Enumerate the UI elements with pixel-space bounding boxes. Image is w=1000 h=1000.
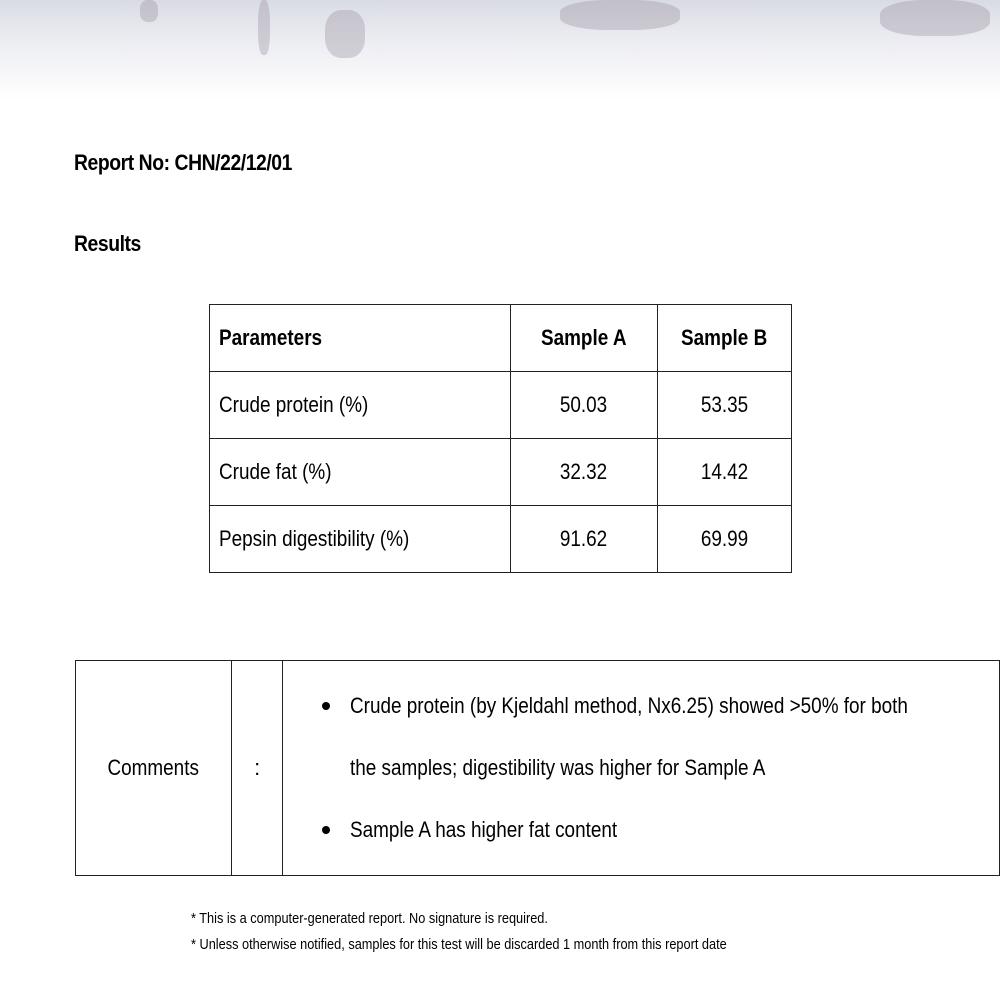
report-number: Report No: CHN/22/12/01 [74, 150, 292, 175]
table-row [210, 439, 792, 506]
comments-label: Comments [76, 661, 232, 876]
header-parameters: Parameters [210, 305, 511, 372]
comment-item [283, 799, 999, 861]
banner-streak [325, 10, 365, 58]
bullet-icon [322, 826, 330, 834]
comments-list [283, 675, 999, 861]
comment-text: Sample A has higher fat content [350, 817, 618, 842]
banner-streak [880, 0, 990, 36]
footnotes [191, 906, 821, 958]
sample-a-cell: 50.03 [511, 372, 658, 439]
header-sample-b: Sample B [658, 305, 792, 372]
bullet-icon [322, 702, 330, 710]
banner-streak [560, 0, 680, 30]
sample-a-cell: 91.62 [511, 506, 658, 573]
table-row [210, 372, 792, 439]
sample-b-cell: 14.42 [658, 439, 792, 506]
comments-row [76, 661, 1000, 876]
footnote: * This is a computer-generated report. No signature is required. [191, 910, 548, 927]
banner-streak [140, 0, 158, 22]
table-row [210, 506, 792, 573]
results-table [209, 304, 792, 573]
header-banner-image [0, 0, 1000, 100]
comments-separator: : [232, 661, 283, 876]
results-heading: Results [74, 231, 141, 256]
sample-b-cell: 53.35 [658, 372, 792, 439]
comments-table [75, 660, 1000, 876]
comment-item [283, 675, 999, 799]
comments-body [283, 661, 1000, 876]
parameter-cell: Crude fat (%) [210, 439, 511, 506]
sample-b-cell: 69.99 [658, 506, 792, 573]
comment-text: the samples; digestibility was higher for Sample A [350, 755, 766, 780]
header-sample-a: Sample A [511, 305, 658, 372]
banner-streak [258, 0, 270, 55]
parameter-cell: Crude protein (%) [210, 372, 511, 439]
parameter-cell: Pepsin digestibility (%) [210, 506, 511, 573]
table-header-row [210, 305, 792, 372]
sample-a-cell: 32.32 [511, 439, 658, 506]
comment-text: Crude protein (by Kjeldahl method, Nx6.25) showed >50% for both [350, 693, 909, 718]
footnote: * Unless otherwise notified, samples for this test will be discarded 1 month from this report date [191, 936, 727, 953]
